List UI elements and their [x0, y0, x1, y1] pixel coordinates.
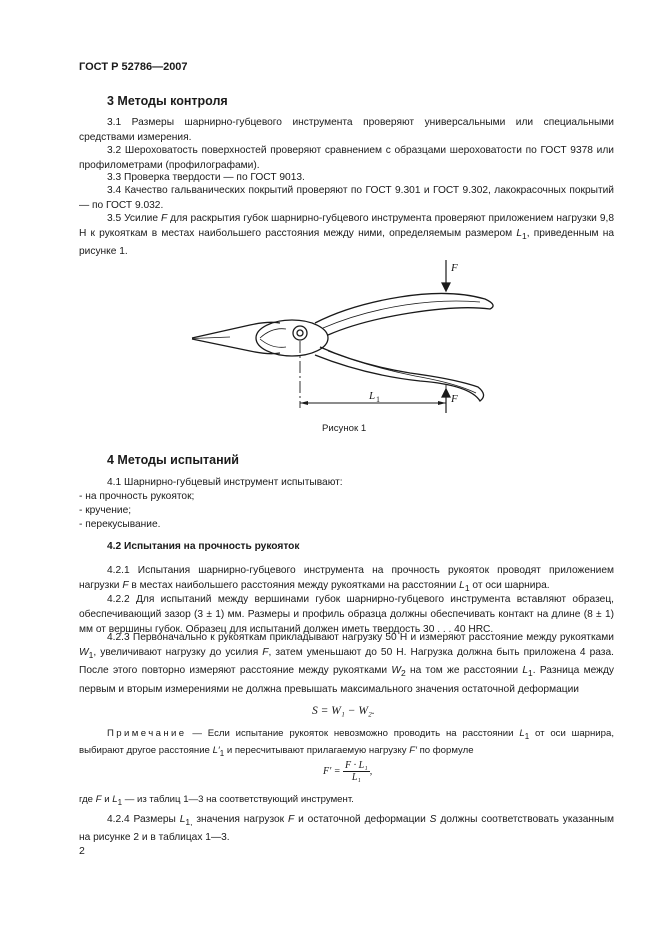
paragraph-4-2-4: 4.2.4 Размеры $L_{1,}$ значения нагрузок F и остаточной деформации S должны соответствовать указанным на рисунке 2 и в таблицах 1—3. [79, 814, 615, 844]
figure-label-f-top: F [451, 262, 458, 274]
pliers-pivot-circle [293, 326, 307, 340]
pliers-upper-handle [315, 293, 493, 335]
paragraph-3-1: 3.1 Размеры шарнирно-губцевого инструмента проверяют универсальными или специальными средствами измерения. [79, 117, 614, 144]
list-item: - кручение; [79, 505, 132, 516]
list-item: - на прочность рукояток; [79, 491, 195, 502]
paragraph-3-3: 3.3 Проверка твердости — по ГОСТ 9013. [107, 172, 305, 183]
figure-label-l: L [369, 390, 376, 402]
figure-1-caption: Рисунок 1 [322, 423, 367, 434]
paragraph-4-2-3: 4.2.3 Первоначально к рукояткам прикладывают нагрузку 50 Н и измеряют расстояние между рукоятками $W_1$, увеличивают нагрузку до усилия F, затем уменьшают до 50 Н. Нагрузка должна быть приложена 4 раза. После этого повторно измеряют расстояние между рукоятками $W_2$ на том же расстоянии $L_1$. Разница между первым и вторым измерениями не должна превышать максимального значения остаточной деформации [79, 632, 614, 695]
figure-label-f-bottom: F [451, 393, 458, 405]
paragraph-4-2-2: 4.2.2 Для испытаний между вершинами губок шарнирно-губцевого инструмента вставляют образец, обеспечивающий зазор (3 ± 1) мм. Размеры и профиль образца должны обеспечивать контакт на длине (8 ± 1) мм от вершины губок. Образец для испытаний должен иметь твердость 30 . . . 40 HRC. [79, 594, 614, 636]
section-3-title: 3 Методы контроля [107, 94, 228, 108]
pliers-joint-body [256, 320, 328, 356]
formula-s: S = W₁ − W₂. [312, 705, 375, 717]
where-clause: где F и $L_1$ — из таблиц 1—3 на соответствующий инструмент. [79, 794, 354, 807]
note: Примечание — Если испытание рукояток невозможно проводить на расстоянии $L_1$ от оси шарнира, выбирают другое расстояние $L'_1$ и пересчитывают прилагаемую нагрузку F′ по формуле [79, 728, 614, 759]
paragraph-3-2: 3.2 Шероховатость поверхностей проверяют сравнением с образцами шероховатости по ГОСТ 9378 или профилометрами (профилографами). [79, 145, 614, 172]
figure-label-l-sub: 1 [376, 395, 380, 404]
page-header-standard: ГОСТ Р 52786—2007 [79, 61, 188, 73]
paragraph-4-1: 4.1 Шарнирно-губцевый инструмент испытывают: [107, 477, 343, 488]
formula-f-prime: F′ = $\frac{\text{F · L₁}}{\text{L₁}}$ , [323, 760, 373, 783]
subsection-4-2-title: 4.2 Испытания на прочность рукояток [107, 541, 300, 552]
figure-1-pliers-drawing [180, 255, 520, 415]
paragraph-3-4: 3.4 Качество гальванических покрытий проверяют по ГОСТ 9.301 и ГОСТ 9.302, лакокрасочных покрытий — по ГОСТ 9.032. [79, 185, 614, 212]
page-number: 2 [79, 845, 85, 857]
paragraph-3-5: 3.5 Усилие F для раскрытия губок шарнирно-губцевого инструмента проверяют приложением нагрузки 9,8 Н к рукояткам в местах наибольшего расстояния между ними, определяемым размером $L_1$, приведенным на рисунке 1. [79, 213, 614, 258]
list-item: - перекусывание. [79, 519, 161, 530]
section-4-title: 4 Методы испытаний [107, 453, 239, 467]
paragraph-4-2-1: 4.2.1 Испытания шарнирно-губцевого инструмента на прочность рукояток проводят приложением нагрузки F в местах наибольшего расстояния между рукоятками на расстоянии $L_1$ от оси шарнира. [79, 565, 614, 594]
